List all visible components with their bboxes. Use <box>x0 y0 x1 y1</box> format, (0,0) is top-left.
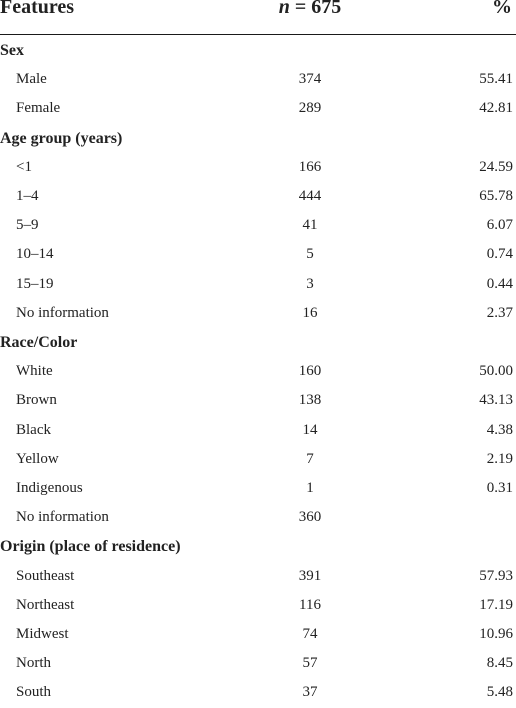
row-label: North <box>16 655 51 672</box>
row-count: 166 <box>298 158 322 175</box>
row-count: 37 <box>302 684 318 701</box>
row-percent: 55.41 <box>479 71 513 88</box>
row-label: No information <box>16 509 109 526</box>
row-label: 10–14 <box>16 246 54 263</box>
row-count: 444 <box>298 188 322 204</box>
table-row <box>0 504 516 533</box>
table-row <box>0 679 516 708</box>
row-count: 391 <box>298 567 322 584</box>
table-row <box>0 650 516 679</box>
row-label: Southeast <box>16 567 75 584</box>
row-label: Brown <box>16 392 57 409</box>
table-row <box>0 387 516 416</box>
row-count: 5 <box>306 246 314 263</box>
row-label: Indigenous <box>16 480 83 496</box>
table-row <box>0 621 516 650</box>
row-count: 138 <box>298 392 322 409</box>
header-n-symbol: n <box>278 0 290 18</box>
row-label: Yellow <box>16 450 59 467</box>
section-label: Race/Color <box>0 334 78 351</box>
section-row <box>0 37 516 66</box>
header-n <box>260 0 360 19</box>
row-label: Black <box>16 421 51 438</box>
section-label: Sex <box>0 42 24 59</box>
table-header <box>0 0 516 35</box>
row-label: Midwest <box>16 626 69 642</box>
table-row <box>0 271 516 300</box>
row-percent: 43.13 <box>479 392 513 409</box>
row-label: Northeast <box>16 596 75 613</box>
row-percent: 2.19 <box>486 450 513 467</box>
table-row <box>0 154 516 183</box>
table-row <box>0 446 516 475</box>
section-row <box>0 125 516 154</box>
row-percent: 42.81 <box>479 100 513 117</box>
row-percent: 0.44 <box>486 275 513 292</box>
row-percent: 65.78 <box>479 188 513 204</box>
table-row <box>0 358 516 387</box>
row-count: 16 <box>302 304 318 321</box>
section-label: Age group (years) <box>0 129 123 147</box>
header-percent: % <box>492 0 512 18</box>
row-percent: 50.00 <box>479 363 513 380</box>
row-label: White <box>16 363 53 380</box>
table-row <box>0 212 516 241</box>
row-count: 160 <box>298 363 322 380</box>
row-percent: 17.19 <box>479 596 513 613</box>
table-row <box>0 66 516 95</box>
row-percent: 6.07 <box>486 217 513 234</box>
row-count: 374 <box>298 71 322 88</box>
row-label: 5–9 <box>16 217 39 234</box>
row-percent: 2.37 <box>486 304 513 321</box>
row-count: 116 <box>299 596 321 613</box>
section-label: Origin (place of residence) <box>0 538 181 556</box>
row-count: 57 <box>302 655 318 672</box>
table-row <box>0 241 516 270</box>
table-row <box>0 563 516 592</box>
row-percent: 57.93 <box>479 567 513 584</box>
row-count: 1 <box>306 480 314 496</box>
row-count: 41 <box>302 217 318 234</box>
row-label: <1 <box>16 158 32 175</box>
row-percent: 24.59 <box>479 158 513 175</box>
row-count: 14 <box>302 421 318 438</box>
row-percent: 5.48 <box>486 684 513 701</box>
row-percent: 8.45 <box>486 655 513 672</box>
row-label: Female <box>16 100 61 117</box>
row-label: Male <box>16 71 47 88</box>
row-count: 3 <box>306 275 314 292</box>
table-row <box>0 183 516 212</box>
row-count: 7 <box>306 450 314 467</box>
row-percent: 10.96 <box>479 626 513 642</box>
section-row <box>0 533 516 562</box>
header-features: Features <box>0 0 75 18</box>
row-percent: 0.31 <box>486 480 513 496</box>
table-row <box>0 417 516 446</box>
row-label: No information <box>16 304 109 321</box>
row-label: 15–19 <box>16 275 54 292</box>
table-row <box>0 592 516 621</box>
row-count: 360 <box>298 509 322 526</box>
table-row <box>0 95 516 124</box>
header-n-value: = 675 <box>289 0 342 18</box>
section-row <box>0 329 516 358</box>
row-count: 289 <box>298 100 322 117</box>
row-label: 1–4 <box>16 188 39 204</box>
row-label: South <box>16 684 52 701</box>
row-percent: 4.38 <box>486 421 513 438</box>
row-percent: 0.74 <box>486 246 513 263</box>
row-count: 74 <box>302 626 318 642</box>
table-row <box>0 300 516 329</box>
table-row <box>0 475 516 504</box>
